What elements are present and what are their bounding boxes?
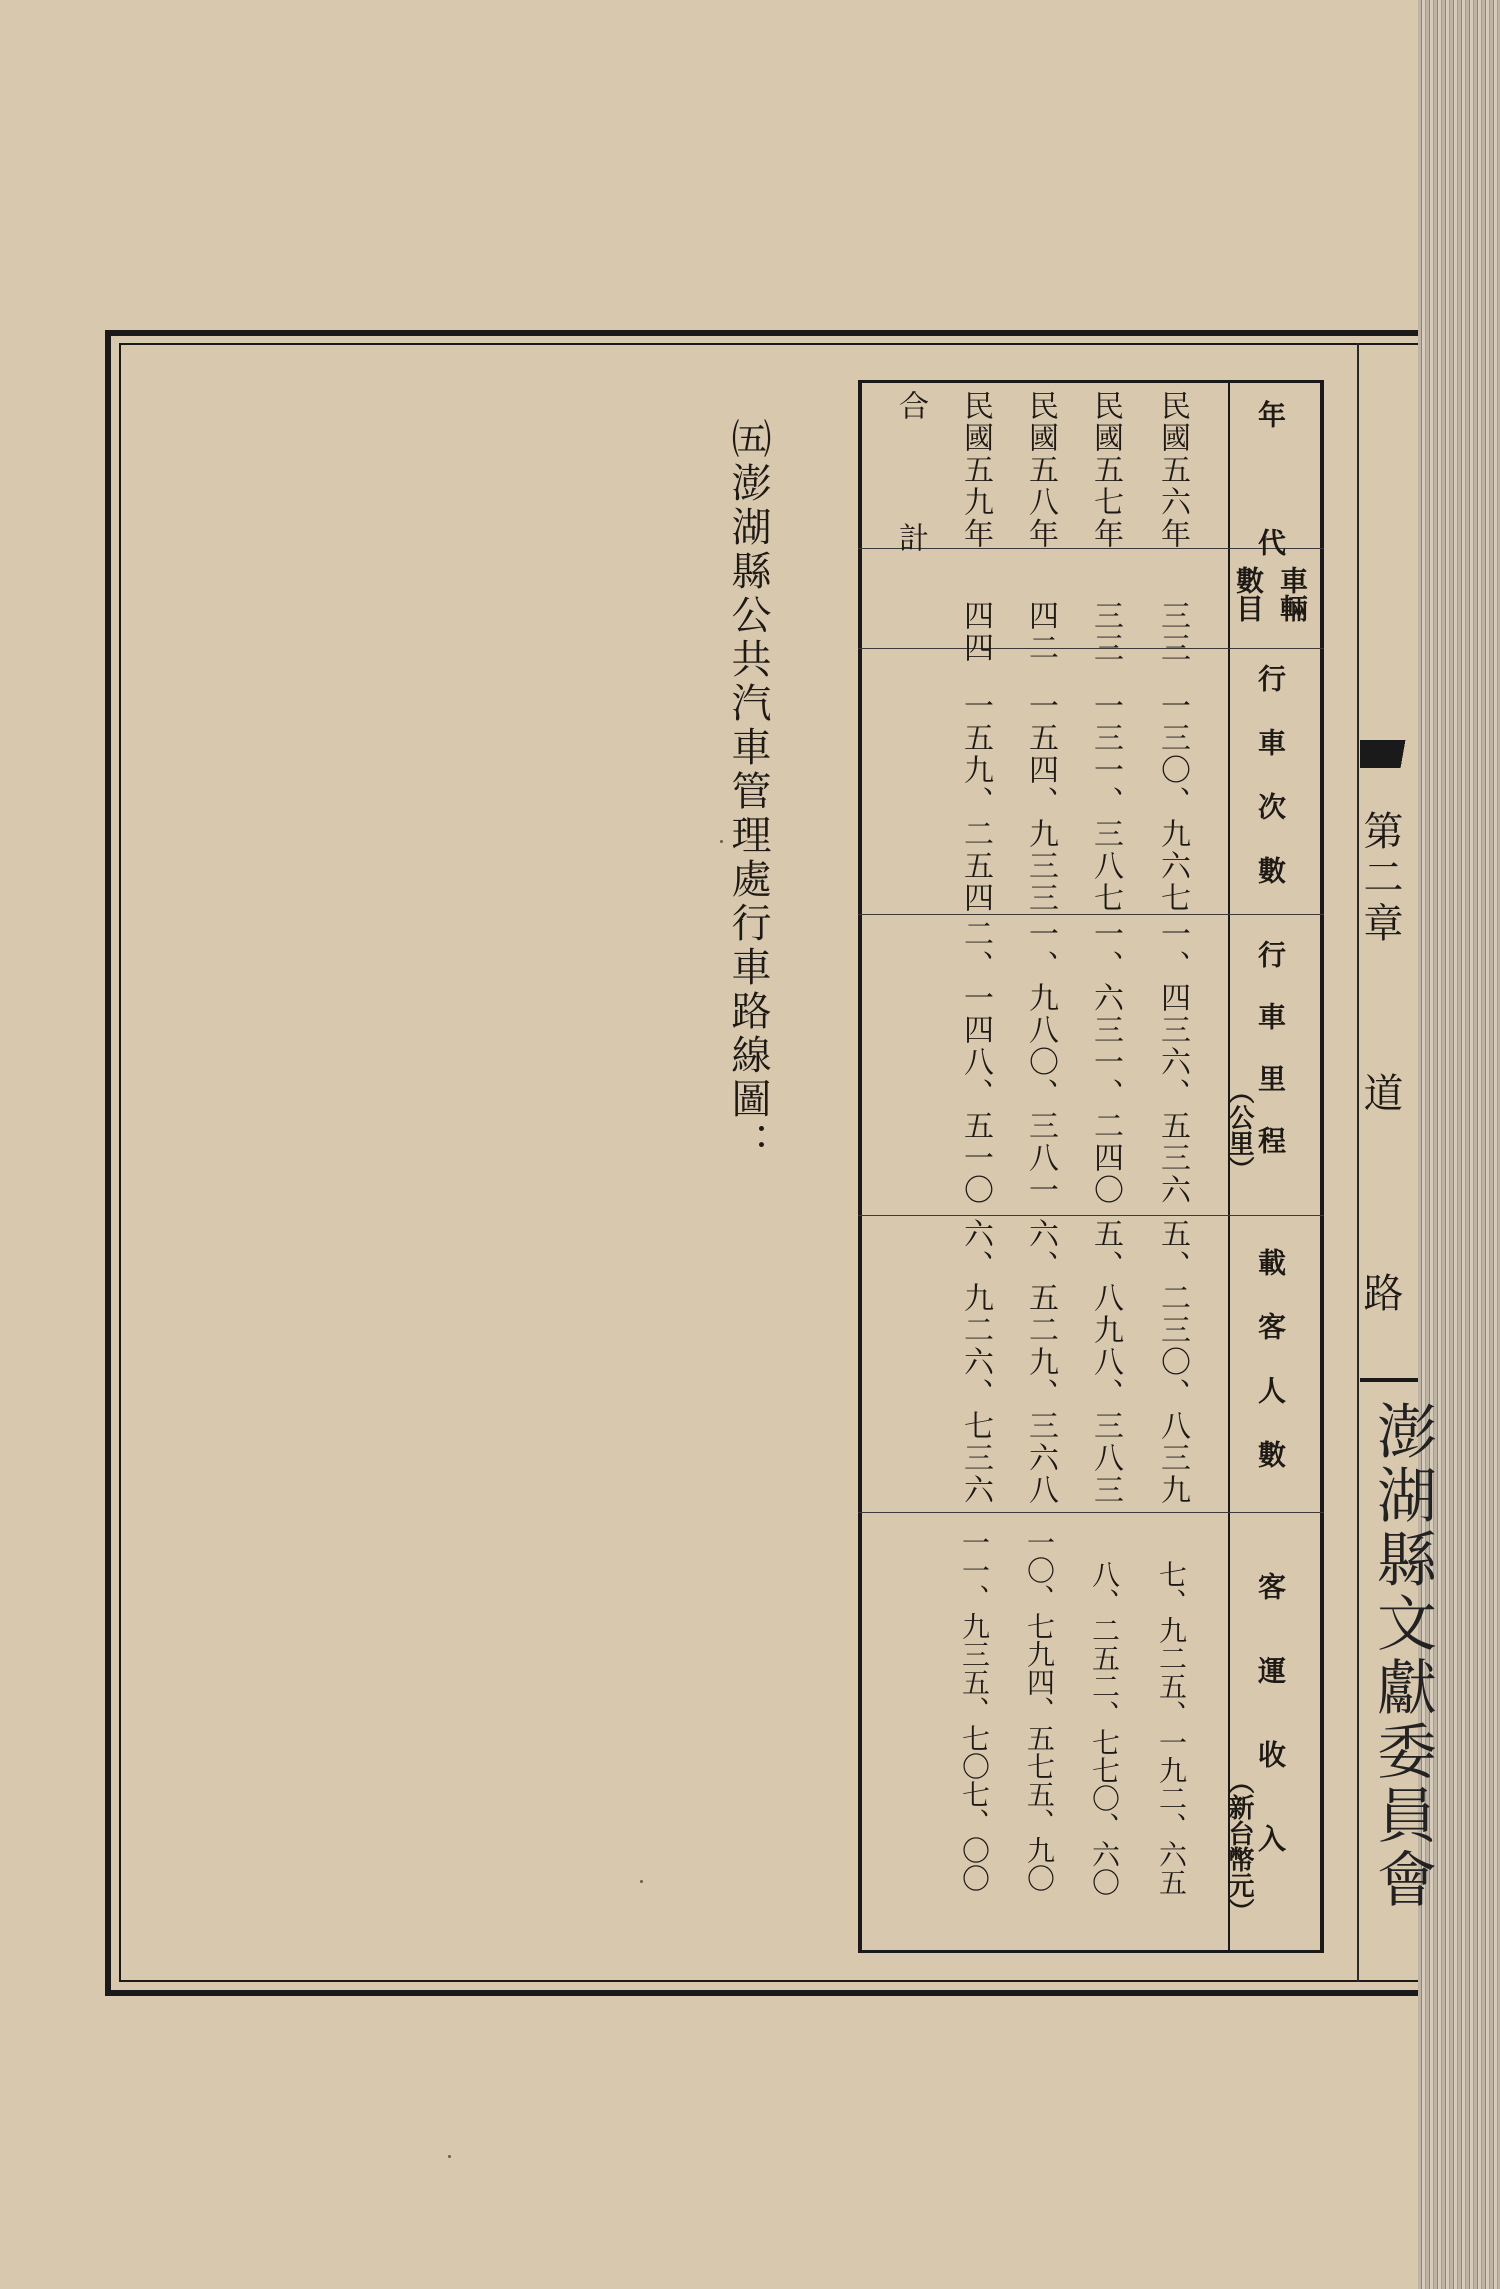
cell-mileage: 一、六三一、二四〇 (1088, 918, 1123, 1206)
table-border-left (858, 380, 862, 1953)
table-border-bottom (858, 1950, 1324, 1953)
cell-vehicles: 三三 (1088, 600, 1123, 664)
chapter-word-b: 路 (1357, 1272, 1403, 1318)
frame-border-top (108, 330, 1418, 336)
figure-caption: ㈤澎湖縣公共汽車管理處行車路線圖： (725, 418, 771, 1166)
cell-vehicles: 三三 (1155, 600, 1190, 664)
frame-border-left (105, 330, 111, 1996)
cell-passengers: 五、八九八、三八三 (1088, 1218, 1123, 1506)
cell-year: 民國五六年 (1155, 390, 1190, 550)
cell-mileage: 一、四三六、五三六 (1155, 918, 1190, 1206)
cell-year: 民國五八年 (1023, 390, 1058, 550)
running-head-book-title: 澎湖縣文獻委員會 (1367, 1400, 1437, 1912)
cell-revenue: 七、九二五、一九二、六五 (1155, 1560, 1188, 1896)
cell-revenue: 一〇、七九四、五七五、九〇 (1023, 1528, 1056, 1892)
header-mileage-unit: （公里） (1224, 1078, 1254, 1182)
cell-mileage: 一、九八〇、三八一 (1023, 918, 1058, 1206)
cell-vehicles: 四二 (1023, 600, 1058, 664)
paper-speck (640, 1880, 643, 1883)
running-head-chapter (1357, 810, 1403, 1318)
table-column-separator (858, 1215, 1324, 1216)
page-edge (1418, 0, 1500, 2289)
header-vehicles-a: 車輛 (1276, 566, 1309, 622)
cell-year: 民國五七年 (1088, 390, 1123, 550)
cell-trips: 一三〇、九六七 (1155, 690, 1190, 914)
header-revenue: 客運收入 (1254, 1572, 1287, 1908)
cell-trips: 一三一、三八七 (1088, 690, 1123, 914)
cell-passengers: 五、二三〇、八三九 (1155, 1218, 1190, 1506)
cell-passengers: 六、九二六、七三六 (958, 1218, 993, 1506)
table-border-top (858, 380, 1324, 383)
header-mileage: 行車里程 (1254, 940, 1287, 1188)
table-column-separator (858, 1512, 1324, 1513)
chapter-marker (1360, 740, 1420, 768)
cell-year: 民國五九年 (958, 390, 993, 550)
cell-total-label: 合 計 (893, 390, 928, 566)
header-trips: 行車次數 (1254, 664, 1287, 920)
cell-passengers: 六、五二九、三六八 (1023, 1218, 1058, 1506)
cell-trips: 一五四、九三三 (1023, 690, 1058, 914)
frame-border-bottom-inner (120, 1980, 1418, 1982)
cell-revenue: 八、二五二、七七〇、六〇 (1088, 1560, 1121, 1896)
table-border-right (1320, 380, 1324, 1953)
header-passengers: 載客人數 (1254, 1248, 1287, 1504)
paper-speck (720, 840, 723, 843)
frame-border-left-inner (119, 343, 121, 1982)
book-title-rule (1360, 1378, 1418, 1382)
header-year: 年 代 (1254, 400, 1287, 592)
cell-mileage: 二、一四八、五一〇 (958, 918, 993, 1206)
frame-border-top-inner (120, 343, 1418, 345)
cell-trips: 一五九、二五四 (958, 690, 993, 914)
paper-speck (448, 2155, 451, 2158)
chapter-number: 第二章 (1357, 810, 1403, 948)
frame-border-bottom (108, 1990, 1418, 1996)
chapter-word-a: 道 (1357, 1072, 1403, 1118)
header-revenue-unit: （新台幣元） (1224, 1768, 1254, 1924)
header-vehicles-b: 數目 (1232, 566, 1265, 622)
cell-revenue: 一一、九三五、七〇七、〇〇 (958, 1528, 991, 1892)
cell-vehicles: 四四 (958, 600, 993, 664)
